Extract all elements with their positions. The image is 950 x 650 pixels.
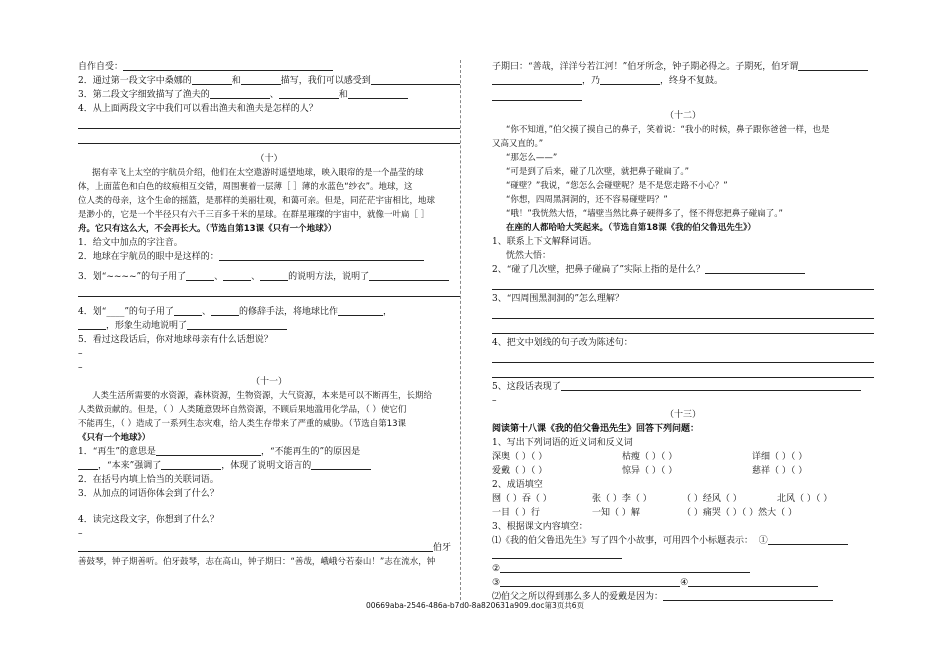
passage-11: 人类生活所需要的水资源，森林资源，生物资源，大气资源，本来是可以不断再生，长期给 (92, 391, 433, 401)
passage-12: 又高又直的。” (492, 139, 544, 149)
question-12-1: 1、联系上下文解释词语。 (492, 237, 597, 247)
answer-line (78, 116, 460, 129)
word-row: 爱戴（ ）（ ） 惊异（ ）（ ） 慈祥（ ）（ ） (492, 466, 808, 476)
question-10-4: ，形象生动地说明了 (78, 319, 460, 333)
left-column (78, 60, 460, 569)
answer-line (492, 321, 874, 334)
text-line (492, 548, 874, 562)
question-10-2: 2．地球在宇航员的眼中是这样的： (78, 250, 460, 264)
blank-mark: – (78, 363, 83, 373)
passage-12: “那怎么——” (506, 153, 558, 163)
section-title-12: （十二） (664, 111, 701, 121)
question-13-3a: ⑴《我的伯父鲁迅先生》写了四个小故事，可用四个小标题表示： ① (492, 534, 874, 548)
text-line: 伯牙 (78, 541, 460, 555)
word-row: 深奥（ ）（ ） 枯瘦（ ）（ ） 详细（ ）（ ） (492, 452, 808, 462)
section-title-10: （十） (255, 154, 283, 164)
passage-11: 人类做贡献的。但是，（ ）人类随意毁坏自然资源，不顾后果地滥用化学品，（ ）使它们 (78, 405, 407, 415)
question-13-3: 3、根据课文内容填空： (492, 522, 588, 532)
answer-line (492, 277, 874, 290)
passage-10: 位人类的母亲，这个生命的摇篮，是那样的美丽壮观，和蔼可亲。但是，同茫茫宇宙相比，地球 (78, 196, 436, 206)
question-13-2: 2、成语填空 (492, 480, 543, 490)
story-title-2: ② (492, 562, 874, 576)
section-13-intro: 阅读第十八课《我的伯父鲁迅先生》回答下列问题： (492, 424, 700, 434)
question-12-3: 3、“四周围黑洞洞的”怎么理解？ (492, 294, 624, 304)
story-title-3-4: ③ ④ (492, 576, 874, 590)
passage-10: 舟。它只有这么大，不会再长大。（节选自第13课《只有一个地球》） (78, 224, 337, 234)
question-13-1: 1、写出下列词语的近义词和反义词 (492, 438, 633, 448)
passage-10: 是渺小的，它是一个半径只有六千三百多千米的星球。在群星璀璨的宇宙中，就像一叶扁［ ］ (78, 210, 430, 220)
passage-10: 体，上面蓝色和白色的纹痕相互交错，周围裹着一层薄［ ］薄的水蓝色“纱衣”。地球，这 (78, 182, 413, 192)
idiom-row: 囫（ ）吞（ ） 张（ ）李（ ） （ ）经风（ ） 北风（ ）（ ） (492, 494, 833, 504)
passage-12: “哦！”我恍然大悟，“墙壁当然比鼻子硬得多了，怪不得您把鼻子碰扁了。” (506, 209, 783, 219)
answer-line (78, 131, 460, 144)
question-12-5: 5、这段话表现了 (492, 380, 874, 394)
passage-12: “你想，四周黑洞洞的，还不容易碰壁吗？” (506, 195, 668, 205)
question-11-4: 4．读完这段文字，你想到了什么？ (78, 515, 219, 525)
text-line: 自作自受： (78, 60, 460, 74)
text-line: 善鼓琴，钟子期善听。伯牙鼓琴，志在高山，钟子期曰：“善哉，峨峨兮若泰山！”志在流水，钟 (78, 557, 436, 567)
column-divider (460, 60, 461, 600)
question-13-3b: ⑵伯父之所以得到那么多人的爱戴是因为： (492, 590, 874, 604)
answer-line (492, 365, 874, 378)
blank-mark: – (78, 529, 83, 539)
answer-line (492, 306, 874, 319)
question-10-3: 3．划“~~~~”的句子用了 、 、 的说明方法，说明了 (78, 270, 460, 284)
question-11-2: 2．在括号内填上恰当的关联词语。 (78, 475, 219, 485)
blank-mark: – (78, 349, 83, 359)
section-title-11: （十一） (250, 377, 287, 387)
question-12-1-word: 恍然大悟： (506, 251, 552, 261)
question-10-5: 5．看过这段话后，你对地球母亲有什么话想说？ (78, 335, 273, 345)
text-line: ，乃 ，终身不复鼓。 (492, 74, 874, 88)
question-2: 2．通过第一段文字中桑娜的 和 描写，我们可以感受到 (78, 74, 460, 88)
passage-12: “可是到了后来，碰了几次壁，就把鼻子碰扁了。” (506, 167, 690, 177)
question-4: 4．从上面两段文字中我们可以看出渔夫和渔夫是怎样的人？ (78, 104, 318, 114)
question-12-4: 4、把文中划线的句子改为陈述句： (492, 338, 633, 348)
passage-11: 《只有一个地球》） (78, 433, 151, 443)
blank-mark: – (492, 396, 497, 406)
question-11-3: 3．从加点的词语你体会到了什么？ (78, 489, 219, 499)
question-11-1: 1．“再生”的意思是 ，“不能再生的”的原因是 (78, 447, 361, 457)
page-footer: 00669aba-2546-486a-b7d0-8a820631a909.doc第3页共6页 (365, 601, 584, 610)
passage-10: 据有幸飞上太空的宇航员介绍，他们在太空遨游时遥望地球，映入眼帘的是一个晶莹的球 (92, 168, 424, 178)
question-10-1: 1．给文中加点的字注音。 (78, 238, 183, 248)
question-3: 3．第二段文字细致描写了渔夫的 、 和 (78, 88, 460, 102)
passage-11: 不能再生，（ ）造成了一系列生态灾难，给人类生存带来了严重的威胁。（节选自第13课 (78, 419, 407, 429)
question-12-2: 2、“碰了几次壁，把鼻子碰扁了”实际上指的是什么？ (492, 263, 874, 277)
passage-12: “碰壁？”我说，“您怎么会碰壁呢？是不是您走路不小心？” (506, 181, 728, 191)
right-column (492, 60, 874, 604)
passage-12: 在座的人都哈哈大笑起来。（节选自第18课《我的伯父鲁迅先生》） (506, 223, 756, 233)
text-line: 子期曰：“善哉，洋洋兮若江河！”伯牙所念，钟子期必得之。子期死，伯牙谓 (492, 60, 874, 74)
section-title-13: （十三） (664, 410, 701, 420)
question-10-4: 4．划“____”的句子用了 、 的修辞手法，将地球比作 ， (78, 307, 392, 317)
answer-line (492, 88, 582, 101)
question-11-1: ，“本来”强调了 ，体现了说明文语言的 (78, 459, 460, 473)
idiom-row: 一目（ ）行 一知（ ）解 （ ）痛哭（ ）（ ）然大（ ） (492, 508, 797, 518)
passage-12: “你不知道，”伯父摸了摸自己的鼻子，笑着说：“我小的时候，鼻子跟你爸爸一样，也是 (506, 125, 830, 135)
answer-line (78, 284, 460, 297)
answer-line (492, 350, 874, 363)
